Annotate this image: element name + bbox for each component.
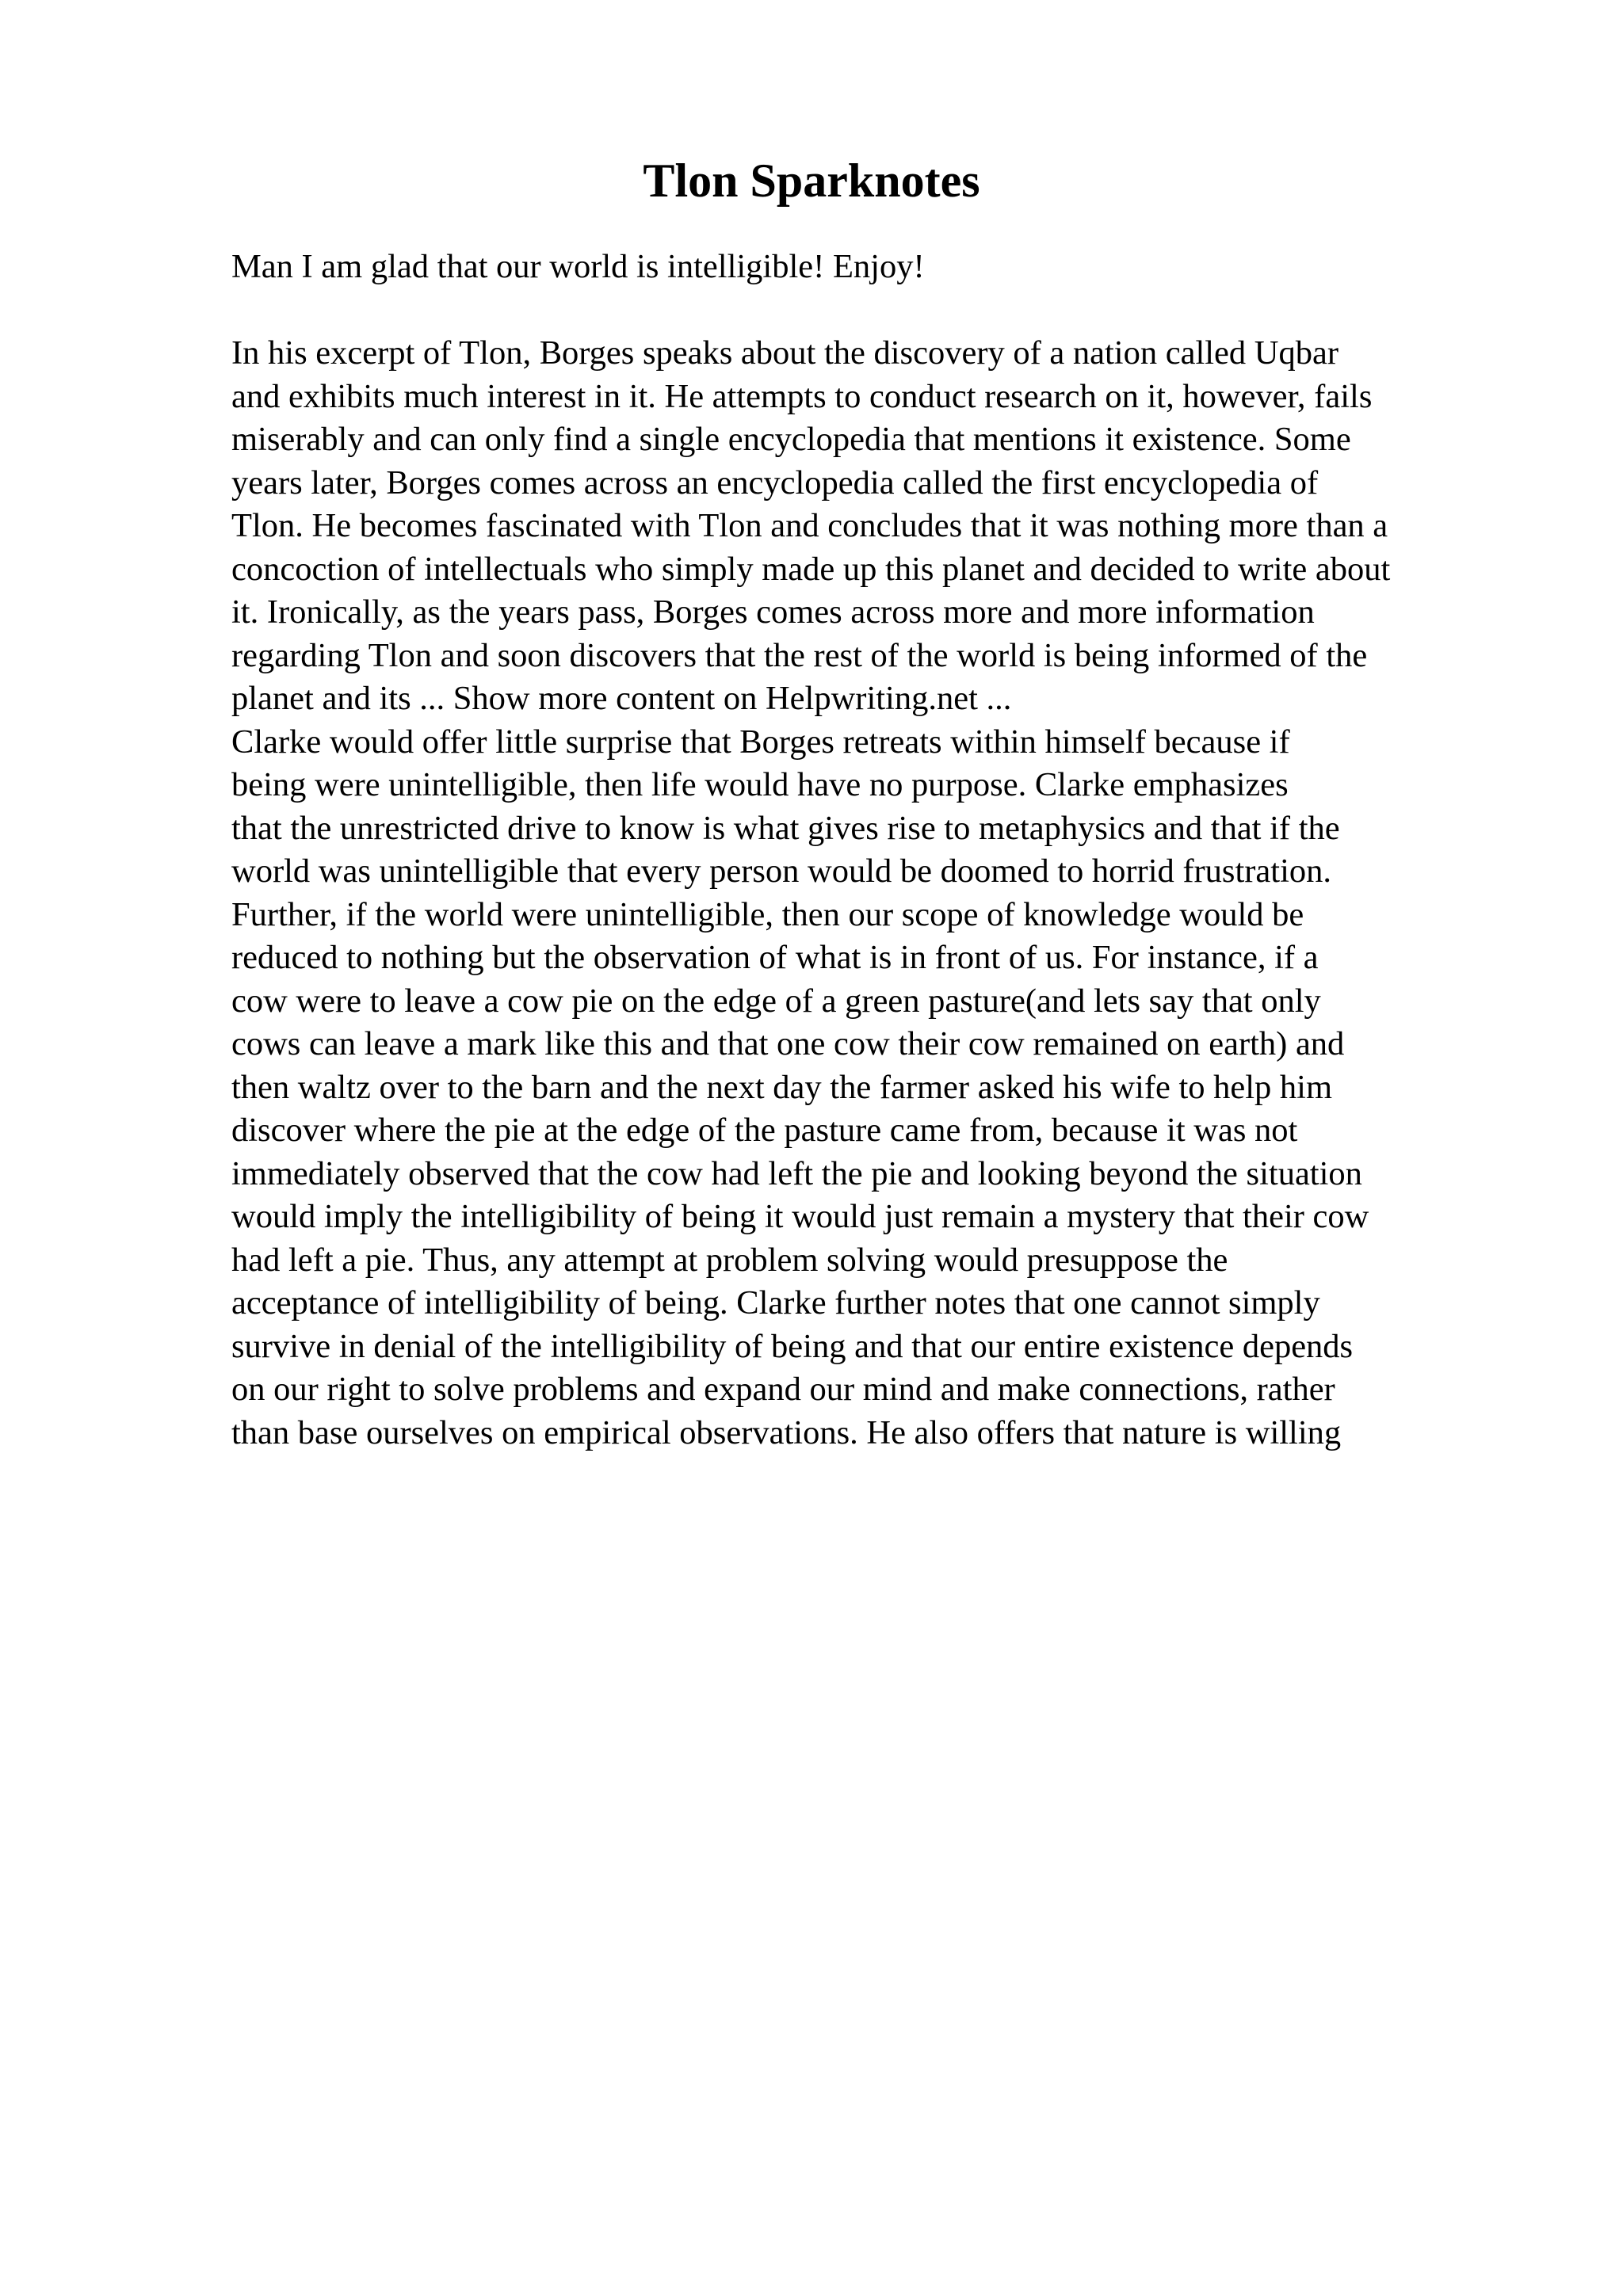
text-line: miserably and can only find a single encyclopedia that mentions it existence. Some (231, 421, 1351, 458)
text-line: years later, Borges comes across an encyclopedia called the first encyclopedia of (231, 463, 1319, 502)
text-line: cows can leave a mark like this and that one cow their cow remained on earth) and (231, 1025, 1345, 1062)
text-line: discover where the pie at the edge of the pasture came from, because it was not (231, 1112, 1298, 1149)
text-line: Further, if the world were unintelligible, then our scope of knowledge would be (231, 895, 1304, 933)
text-line: regarding Tlon and soon discovers that the rest of the world is being informed of the (231, 636, 1368, 674)
text-line: survive in denial of the intelligibility of being and that our entire existence depends (231, 1327, 1354, 1365)
text-line: acceptance of intelligibility of being. Clarke further notes that one cannot simply (231, 1284, 1320, 1322)
paragraph-borges-summary (231, 332, 1515, 721)
text-line: being were unintelligible, then life would have no purpose. Clarke emphasizes (231, 766, 1289, 803)
text-line: and exhibits much interest in it. He attempts to conduct research on it, however, fails (231, 377, 1373, 415)
document-title: Tlon Sparknotes (643, 154, 980, 207)
text-line: it. Ironically, as the years pass, Borges comes across more and more information (231, 593, 1315, 631)
text-line: cow were to leave a cow pie on the edge of a green pasture(and lets say that only (231, 982, 1321, 1020)
text-line: Tlon. He becomes fascinated with Tlon and concludes that it was nothing more than a (231, 507, 1388, 544)
text-line: that the unrestricted drive to know is what gives rise to metaphysics and that if the (231, 809, 1340, 847)
text-line: than base ourselves on empirical observations. He also offers that nature is willing (231, 1413, 1342, 1451)
text-line: world was unintelligible that every person would be doomed to horrid frustration. (231, 852, 1332, 890)
text-line: had left a pie. Thus, any attempt at problem solving would presuppose the (231, 1241, 1228, 1279)
text-line: then waltz over to the barn and the next day the farmer asked his wife to help him (231, 1068, 1333, 1106)
paragraph-spacer (231, 289, 1515, 333)
text-line: would imply the intelligibility of being it would just remain a mystery that their cow (231, 1198, 1369, 1235)
text-line: immediately observed that the cow had left the pie and looking beyond the situation (231, 1154, 1362, 1192)
intro-paragraph: Man I am glad that our world is intelligible! Enjoy! (231, 248, 925, 285)
text-line: on our right to solve problems and expand our mind and make connections, rather (231, 1371, 1335, 1408)
document-body (231, 246, 1515, 1455)
text-line: reduced to nothing but the observation of what is in front of us. For instance, if a (231, 939, 1319, 976)
text-line: In his excerpt of Tlon, Borges speaks about the discovery of a nation called Uqbar (231, 334, 1339, 372)
text-line: planet and its ... Show more content on Helpwriting.net ... (231, 680, 1012, 717)
text-line: concoction of intellectuals who simply made up this planet and decided to write about (231, 550, 1391, 588)
paragraph-clarke-analysis (231, 721, 1515, 1455)
text-line: Clarke would offer little surprise that Borges retreats within himself because if (231, 723, 1290, 761)
